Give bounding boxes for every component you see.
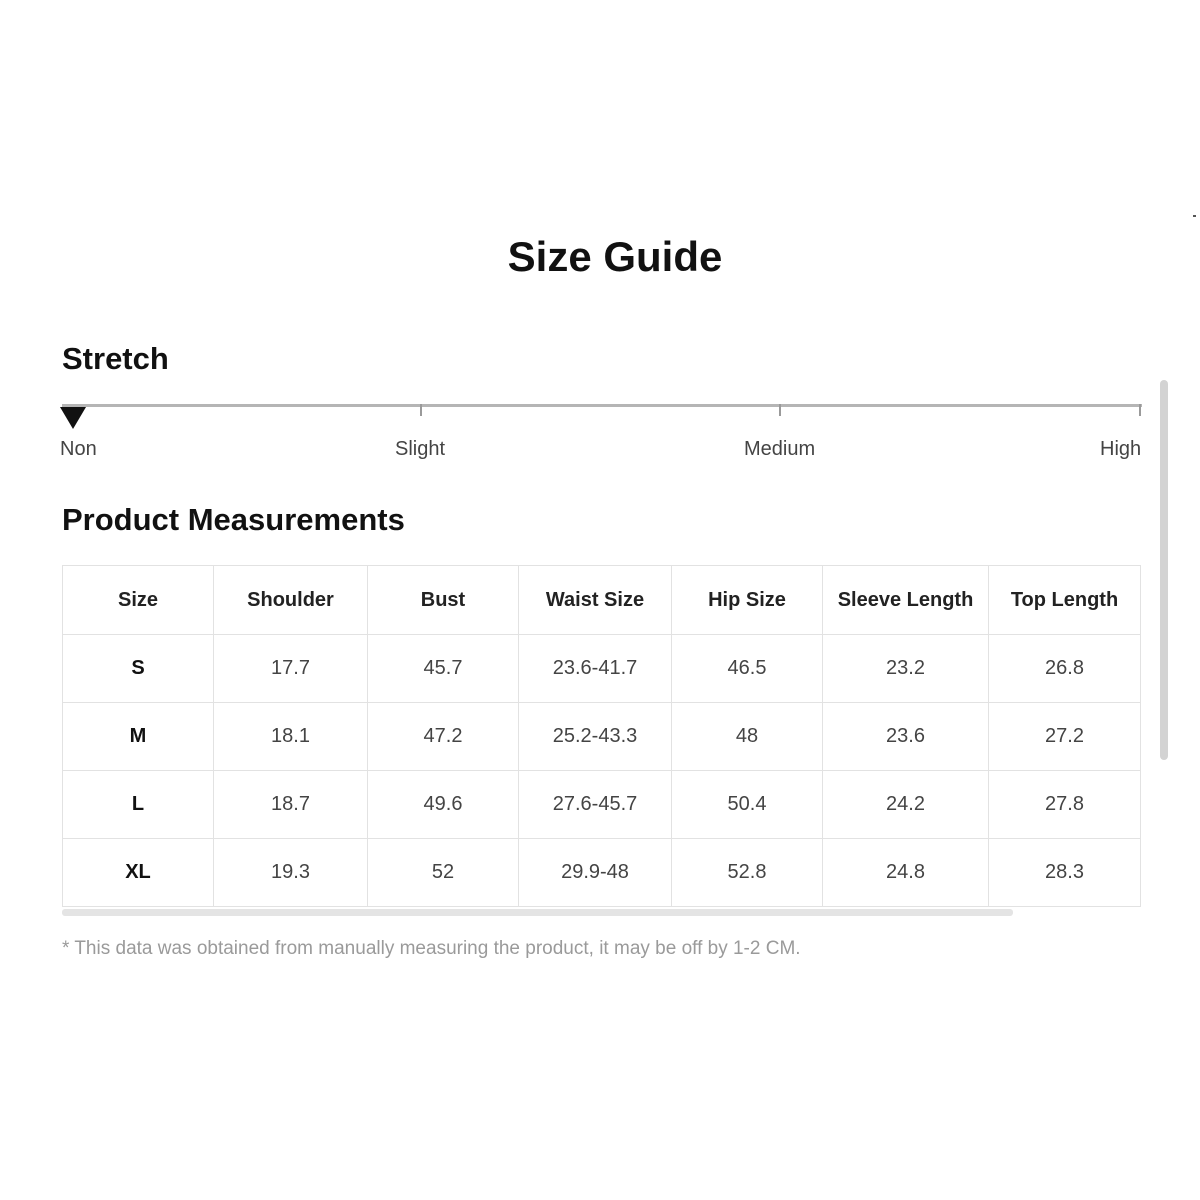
measurement-footnote: * This data was obtained from manually measuring the product, it may be off by 1-2 CM. (62, 938, 801, 959)
column-header-sleeve-length: Sleeve Length (823, 566, 989, 635)
table-cell: 24.8 (823, 839, 989, 907)
horizontal-scrollbar[interactable] (62, 909, 1013, 916)
table-cell: 29.9-48 (519, 839, 672, 907)
stretch-label-non: Non (60, 438, 97, 460)
stray-dot (1193, 215, 1196, 217)
table-cell: 46.5 (672, 635, 823, 703)
stretch-label-high: High (1100, 438, 1142, 460)
table-cell: 26.8 (989, 635, 1141, 703)
measurements-heading: Product Measurements (62, 502, 405, 537)
stretch-tick-high (1139, 404, 1141, 416)
measurements-table (62, 565, 1141, 907)
measurements-table-container (62, 565, 1140, 907)
table-cell: 19.3 (214, 839, 368, 907)
table-cell: 52 (368, 839, 519, 907)
table-cell: 17.7 (214, 635, 368, 703)
table-cell-size: M (63, 703, 214, 771)
page-title: Size Guide (507, 233, 723, 280)
table-header-row (63, 566, 1141, 635)
table-cell: 27.2 (989, 703, 1141, 771)
stretch-track (62, 404, 1142, 407)
table-row (63, 839, 1141, 907)
stretch-tick-slight (420, 404, 422, 416)
table-cell: 45.7 (368, 635, 519, 703)
table-cell: 50.4 (672, 771, 823, 839)
stretch-label-medium: Medium (744, 438, 816, 460)
table-cell: 27.8 (989, 771, 1141, 839)
table-cell-size: XL (63, 839, 214, 907)
stretch-tick-medium (779, 404, 781, 416)
table-row (63, 771, 1141, 839)
column-header-waist-size: Waist Size (519, 566, 672, 635)
table-cell: 52.8 (672, 839, 823, 907)
table-cell: 24.2 (823, 771, 989, 839)
table-cell-size: S (63, 635, 214, 703)
table-cell: 18.1 (214, 703, 368, 771)
column-header-top-length: Top Length (989, 566, 1141, 635)
vertical-scrollbar[interactable] (1160, 380, 1168, 760)
table-cell: 28.3 (989, 839, 1141, 907)
table-cell: 27.6-45.7 (519, 771, 672, 839)
column-header-size: Size (63, 566, 214, 635)
table-cell: 48 (672, 703, 823, 771)
table-cell: 25.2-43.3 (519, 703, 672, 771)
stretch-heading: Stretch (62, 341, 169, 376)
table-cell: 23.6 (823, 703, 989, 771)
table-cell-size: L (63, 771, 214, 839)
table-cell: 49.6 (368, 771, 519, 839)
column-header-hip-size: Hip Size (672, 566, 823, 635)
table-cell: 18.7 (214, 771, 368, 839)
column-header-shoulder: Shoulder (214, 566, 368, 635)
down-triangle-icon (60, 407, 86, 429)
table-cell: 23.2 (823, 635, 989, 703)
table-row (63, 703, 1141, 771)
table-cell: 47.2 (368, 703, 519, 771)
table-cell: 23.6-41.7 (519, 635, 672, 703)
table-row (63, 635, 1141, 703)
column-header-bust: Bust (368, 566, 519, 635)
stretch-label-slight: Slight (395, 438, 446, 460)
